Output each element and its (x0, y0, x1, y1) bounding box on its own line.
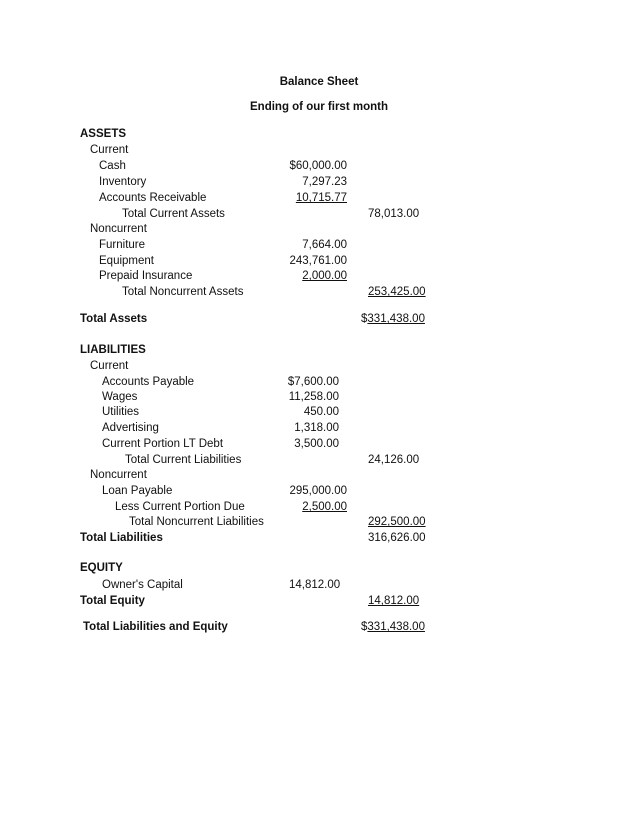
wages-value: 11,258.00 (288, 391, 339, 403)
page-title: Balance Sheet (279, 76, 359, 88)
total-noncurrent-assets-value: 253,425.00 (368, 286, 426, 298)
owners-capital-value: 14,812.00 (289, 579, 341, 591)
less-current-portion-value: 2,500.00 (302, 501, 347, 513)
assets-heading: ASSETS (80, 128, 127, 140)
accounts-receivable-value: 10,715.77 (295, 192, 347, 204)
loan-payable-label: Loan Payable (102, 485, 173, 497)
accounts-receivable-label: Accounts Receivable (99, 192, 207, 204)
total-noncurrent-assets-label: Total Noncurrent Assets (122, 286, 244, 298)
furniture-value: 7,664.00 (302, 239, 347, 251)
total-assets-currency: $ (361, 313, 368, 325)
total-current-assets-value: 78,013.00 (368, 208, 420, 220)
total-equity-label: Total Equity (80, 595, 145, 607)
page-subtitle: Ending of our first month (250, 101, 388, 113)
total-liabilities-equity-label: Total Liabilities and Equity (83, 621, 228, 633)
loan-payable-value: 295,000.00 (289, 485, 347, 497)
total-liabilities-equity-currency: $ (361, 621, 368, 633)
equipment-value: 243,761.00 (289, 255, 347, 267)
inventory-label: Inventory (99, 176, 147, 188)
total-liabilities-value: 316,626.00 (368, 532, 426, 544)
equity-heading: EQUITY (80, 562, 123, 574)
cash-label: Cash (99, 160, 126, 172)
prepaid-insurance-value: 2,000.00 (302, 270, 347, 282)
prepaid-insurance-label: Prepaid Insurance (99, 270, 193, 282)
current-portion-lt-debt-label: Current Portion LT Debt (102, 438, 224, 450)
advertising-value: 1,318.00 (294, 422, 339, 434)
accounts-payable-label: Accounts Payable (102, 376, 195, 388)
total-current-liabilities-value: 24,126.00 (368, 454, 420, 466)
total-noncurrent-liabilities-value: 292,500.00 (368, 516, 426, 528)
wages-label: Wages (102, 391, 138, 403)
total-current-assets-label: Total Current Assets (122, 208, 225, 220)
current-portion-lt-debt-value: 3,500.00 (294, 438, 339, 450)
total-liabilities-equity-value: 331,438.00 (367, 621, 425, 633)
total-current-liabilities-label: Total Current Liabilities (125, 454, 242, 466)
advertising-label: Advertising (102, 422, 159, 434)
cash-value: $60,000.00 (289, 160, 347, 172)
total-assets-label: Total Assets (80, 313, 148, 325)
total-equity-value: 14,812.00 (368, 595, 420, 607)
accounts-payable-value: $7,600.00 (287, 376, 339, 388)
furniture-label: Furniture (99, 239, 146, 251)
liabilities-heading: LIABILITIES (80, 344, 146, 356)
inventory-value: 7,297.23 (302, 176, 347, 188)
utilities-value: 450.00 (303, 406, 339, 418)
total-liabilities-label: Total Liabilities (80, 532, 163, 544)
liabilities-current-heading: Current (90, 360, 129, 372)
less-current-portion-label: Less Current Portion Due (115, 501, 245, 513)
assets-noncurrent-heading: Noncurrent (90, 223, 147, 235)
total-noncurrent-liabilities-label: Total Noncurrent Liabilities (129, 516, 264, 528)
liabilities-noncurrent-heading: Noncurrent (90, 469, 147, 481)
assets-current-heading: Current (90, 144, 129, 156)
total-assets-value: 331,438.00 (367, 313, 425, 325)
utilities-label: Utilities (102, 406, 140, 418)
equipment-label: Equipment (99, 255, 154, 267)
owners-capital-label: Owner's Capital (102, 579, 183, 591)
